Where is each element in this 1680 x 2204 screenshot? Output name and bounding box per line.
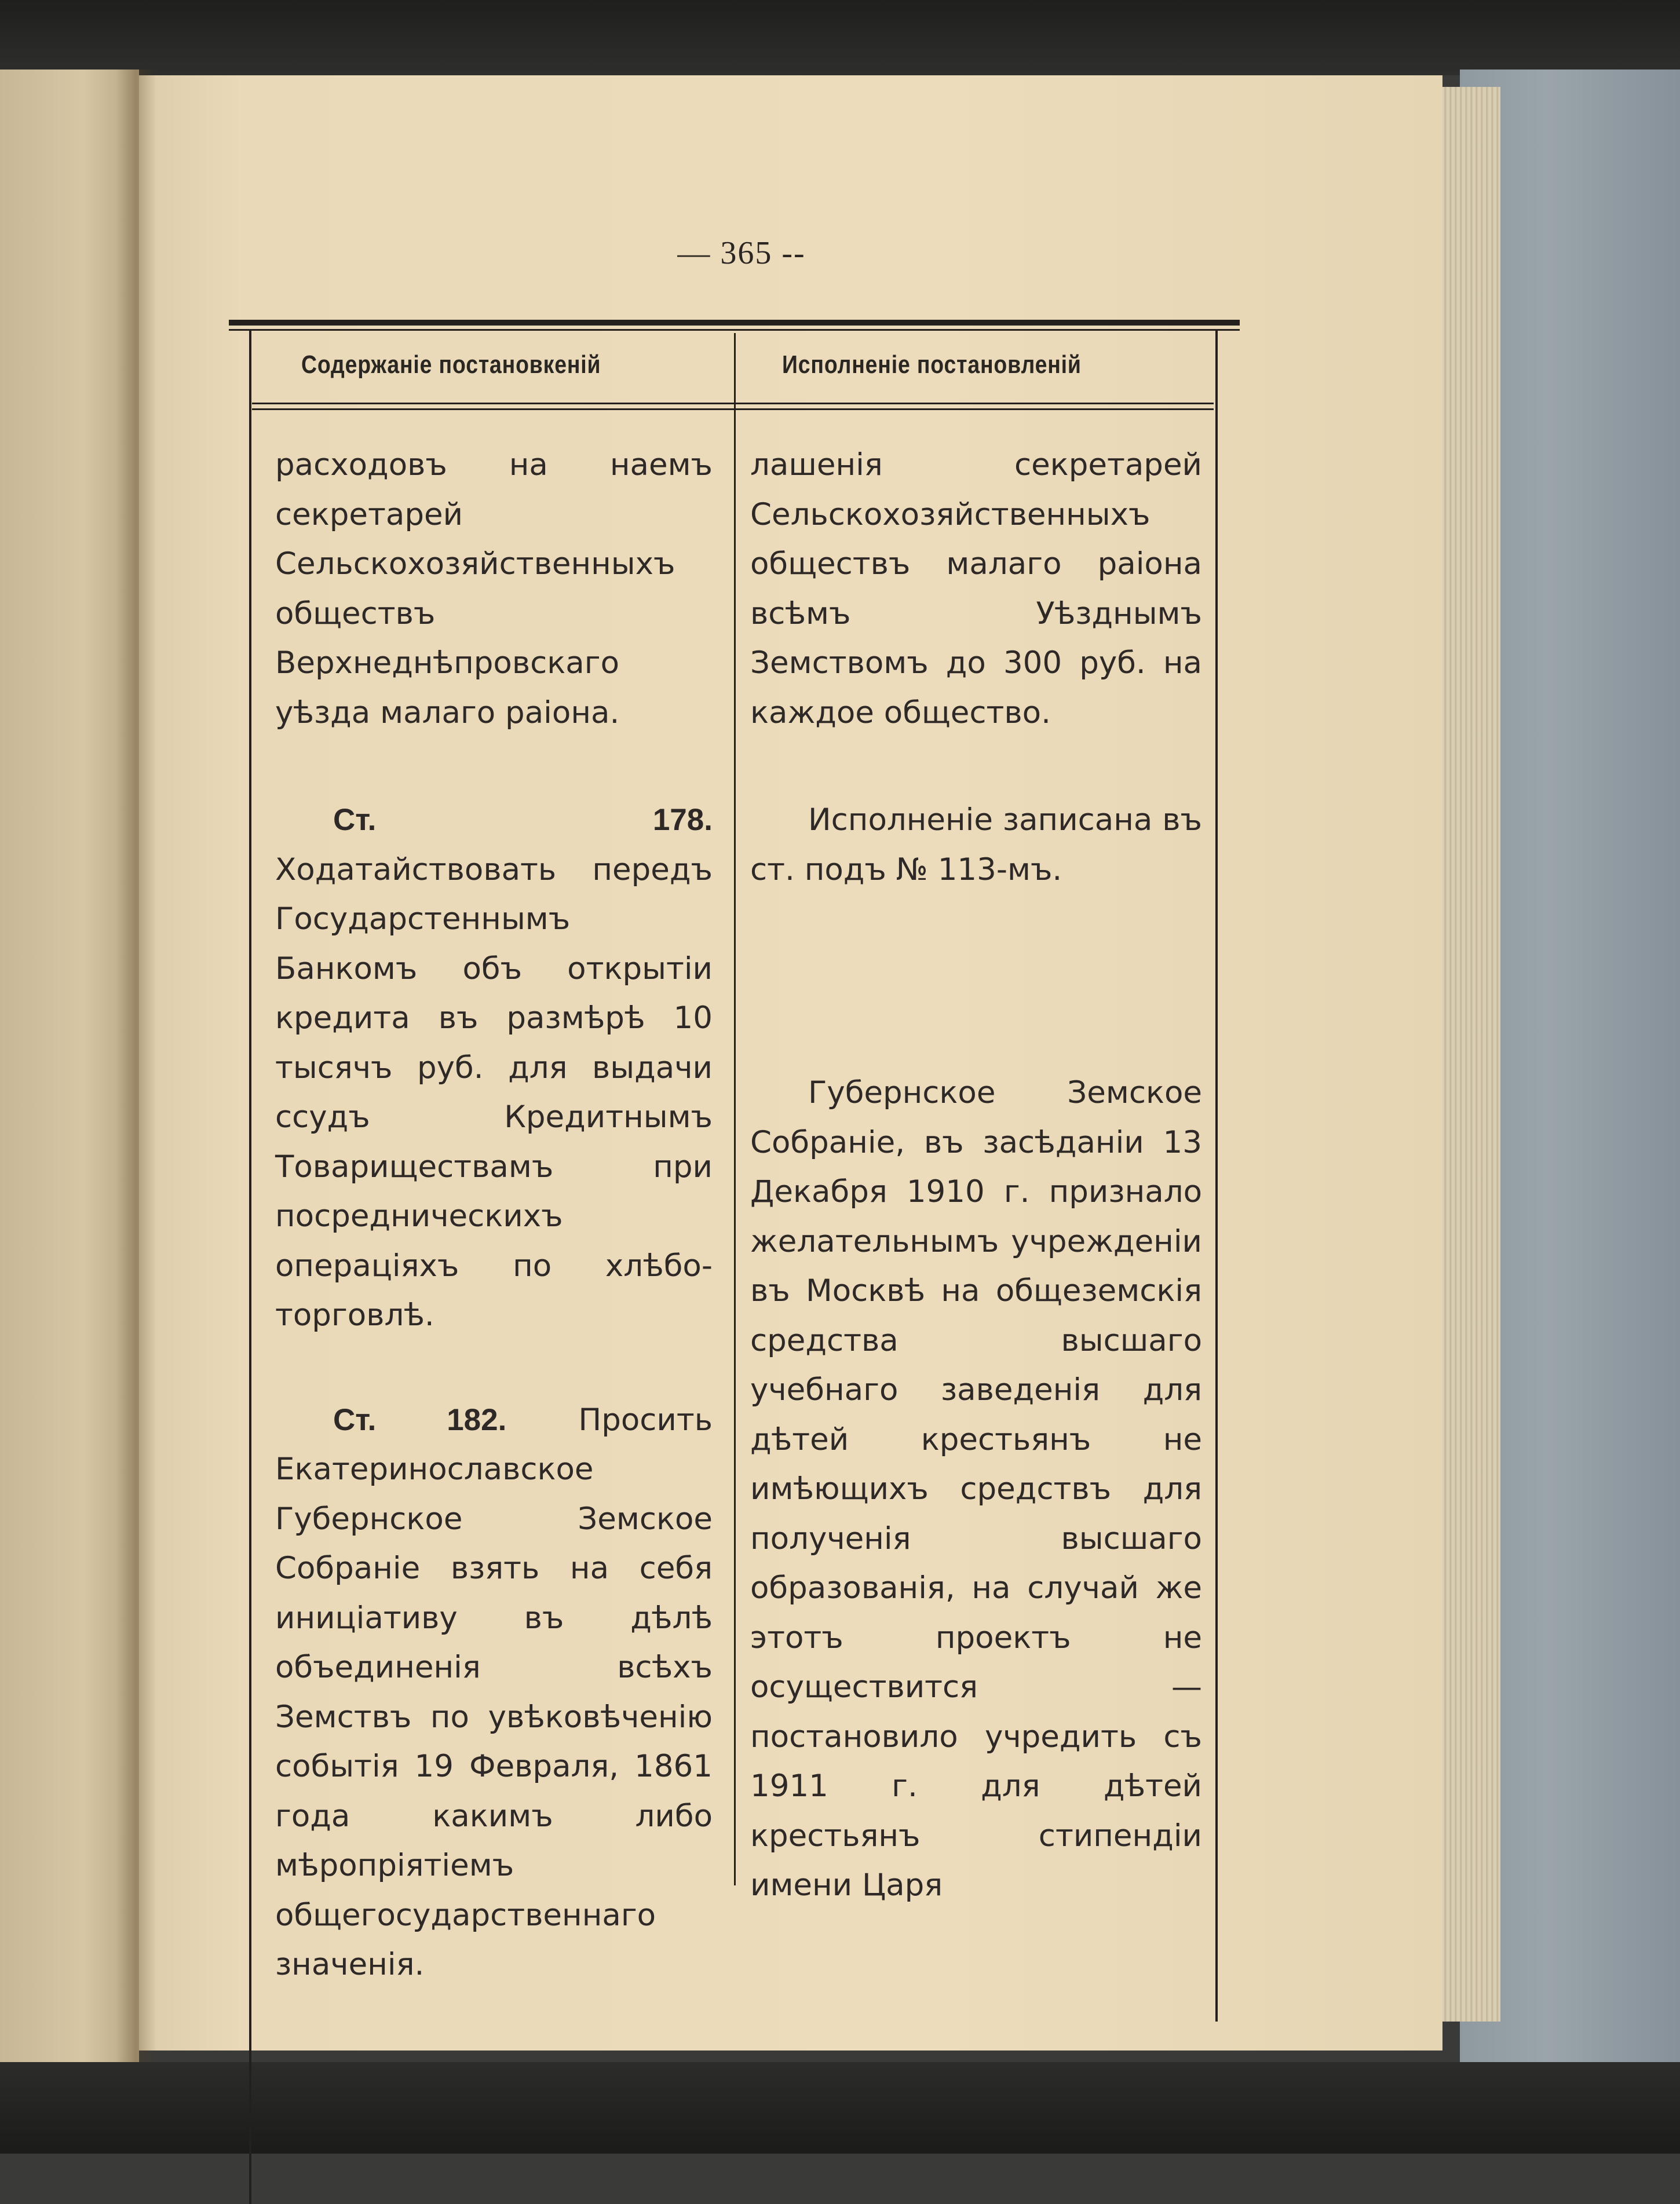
response-182: Губернское Земское Собраніе, въ засѣданіи 13 Декабря 1910 г. признало желательнымъ учрежденіи въ Москвѣ на общеземскія средства высшаго учебнаго заведенія для дѣтей крестьянъ не имѣющихъ средствъ для полученія высшаго образованія, на случай же этотъ проектъ не осуществится — постановило учредить съ 1911 г. для дѣтей крестьянъ стипендіи имени Царя	[750, 1075, 1202, 1903]
header-right: Исполненіе постановленій	[782, 350, 1082, 379]
header-rule-2	[252, 408, 1214, 410]
column-divider-rule	[734, 333, 736, 1885]
header-rule-1	[252, 403, 1214, 404]
top-rule-thick	[229, 320, 1240, 326]
left-border-rule	[249, 330, 251, 2204]
left-continuation: расходовъ на наемъ секретарей Сельскохозяйственныхъ обществъ Верхнеднѣпровскаго уѣзда малаго раіона.	[275, 447, 713, 730]
top-rule-thin	[229, 329, 1240, 331]
entry-182	[275, 1395, 713, 1990]
header-left: Содержаніе постановкеній	[301, 350, 601, 379]
book-gutter	[116, 70, 156, 2079]
entry-178-label: Ст. 178.	[333, 803, 713, 837]
background-bottom	[0, 2062, 1680, 2154]
right-column	[750, 440, 1202, 1910]
entry-178	[275, 795, 713, 1340]
right-continuation: лашенія секретарей Сельскохозяйственныхъ обществъ малаго раіона всѣмъ Уѣзднымъ Земствомъ до 300 руб. на каждое общество.	[750, 447, 1202, 730]
entry-182-label: Ст. 182.	[333, 1402, 507, 1437]
background-top	[0, 0, 1680, 75]
right-border-rule	[1215, 330, 1218, 2022]
left-column	[275, 440, 713, 1990]
entry-178-text: Ходатайствовать передъ Государстеннымъ Банкомъ объ открытіи кредита въ размѣрѣ 10 тысячъ руб. для выдачи ссудъ Кредитнымъ Товариществамъ при посредническихъ операціяхъ по хлѣбо-торговлѣ.	[275, 851, 713, 1333]
page-number: — 365 --	[677, 235, 806, 271]
entry-182-text: Просить Екатеринославское Губернское Земское Собраніе взять на себя иниціативу въ дѣлѣ объединенія всѣхъ Земствъ по увѣковѣченію событія 19 Февраля, 1861 года какимъ либо мѣропріятіемъ общегосударственнаго значенія.	[275, 1402, 713, 1982]
response-178: Исполненіе записана въ ст. подъ № 113-мъ.	[750, 802, 1202, 887]
